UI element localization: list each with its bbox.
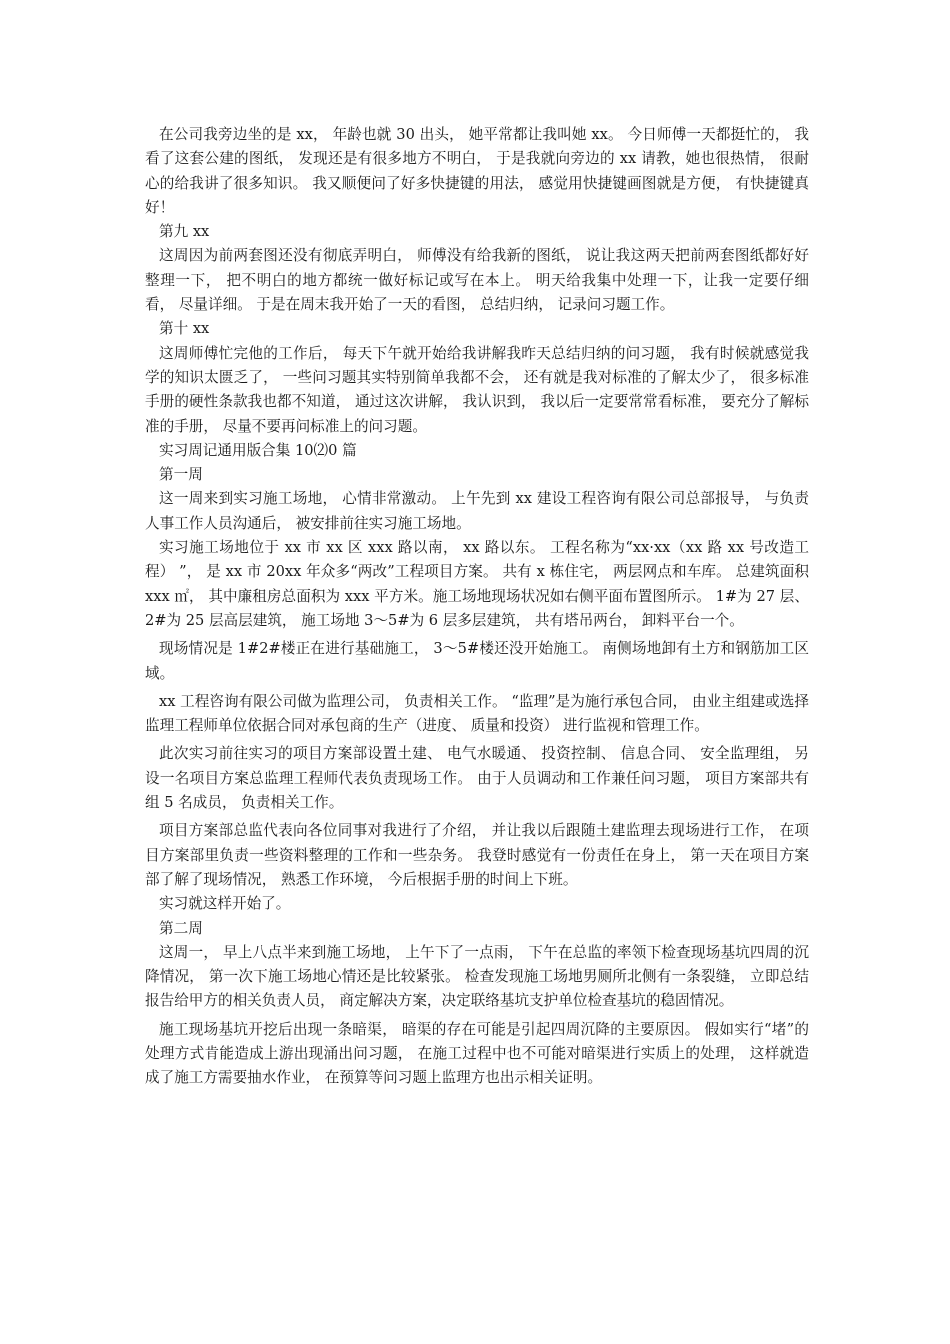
section-heading: 第二周 <box>159 919 203 937</box>
section-heading: 第十 xx <box>159 320 210 338</box>
paragraph-short: 实习就这样开始了。 <box>159 895 291 913</box>
paragraph: 这一周来到实习施工场地， 心情非常激动。 上午先到 xx 建设工程咨询有限公司总部报导， 与负责人事工作人员沟通后， 被安排前往实习施工场地。 <box>145 490 809 532</box>
paragraph: 在公司我旁边坐的是 xx， 年龄也就 30 出头， 她平常都让我叫她 xx。 今日师傅一天都挺忙的， 我看了这套公建的图纸， 发现还是有很多地方不明白， 于是我就向旁边的 xx 请教，她也很热情， 很耐心的给我讲了很多知识。 我又顺便问了好多快捷键的用法， 感觉用快捷键画图就是方便， 有快捷键真好！ <box>145 126 809 216</box>
paragraph: xx 工程咨询有限公司做为监理公司， 负责相关工作。 “监理”是为施行承包合同， 由业主组建或选择监理工程师单位依据合同对承包商的生产（进度、 质量和投资） 进行监视和管理工作。 <box>145 692 809 735</box>
paragraph: 项目方案部总监代表向各位同事对我进行了介绍， 并让我以后跟随土建监理去现场进行工作， 在项目方案部里负责一些资料整理的工作和一些杂务。 我登时感觉有一份责任在身上， 第一天在项目方案部了解了现场情况， 熟悉工作环境， 今后根据手册的时间上下班。 <box>145 822 809 888</box>
section-heading: 第一周 <box>159 466 203 484</box>
document-title: 实习周记通用版合集 10⑵0 篇 <box>159 441 357 459</box>
paragraph: 这周一， 早上八点半来到施工场地， 上午下了一点雨， 下午在总监的率领下检查现场基坑四周的沉降情况， 第一次下施工场地心情还是比较紧张。 检查发现施工场地男厕所北侧有一条裂缝， 立即总结报告给甲方的相关负责人员， 商定解决方案，决定联络基坑支护单位检查基坑的稳固情况。 <box>145 943 809 1010</box>
paragraph: 此次实习前往实习的项目方案部设置土建、 电气水暖通、 投资控制、 信息合同、 安全监理组， 另设一名项目方案总监理工程师代表负责现场工作。 由于人员调动和工作兼任问习题， 项目方案部共有组 5 名成员， 负责相关工作。 <box>145 745 809 812</box>
document-page <box>145 123 809 1091</box>
paragraph: 这周因为前两套图还没有彻底弄明白， 师傅没有给我新的图纸， 说让我这两天把前两套图纸都好好整理一下， 把不明白的地方都统一做好标记或写在本上。 明天给我集中处理一下，让我一定要仔细看， 尽量详细。 于是在周末我开始了一天的看图， 总结归纳， 记录问习题工作。 <box>145 247 809 314</box>
paragraph: 实习施工场地位于 xx 市 xx 区 xxx 路以南， xx 路以东。 工程名称为“xx·xx（xx 路 xx 号改造工程） ”， 是 xx 市 20xx 年众多“两改”工程项目方案。 共有 x 栋住宅， 两层网点和车库。 总建筑面积 xxx ㎡， 其中廉租房总面积为 xxx 平方米。施工场地现场状况如右侧平面布置图所示。 1#为 27 层、 2#为 25 层高层建筑， 施工场地 3～5#为 6 层多层建筑， 共有塔吊两台， 卸料平台一个。 <box>145 539 809 629</box>
paragraph: 现场情况是 1#2#楼正在进行基础施工， 3～5#楼还没开始施工。 南侧场地卸有土方和钢筋加工区域。 <box>145 640 809 682</box>
paragraph: 这周师傅忙完他的工作后， 每天下午就开始给我讲解我昨天总结归纳的问习题， 我有时候就感觉我学的知识太匮乏了， 一些问习题其实特别简单我都不会， 还有就是我对标准的了解太少了， 很多标准手册的硬性条款我也都不知道， 通过这次讲解， 我认识到， 我以后一定要常常看标准， 要充分了解标准的手册， 尽量不要再问标准上的问习题。 <box>145 344 809 435</box>
section-heading: 第九 xx <box>159 223 210 241</box>
paragraph: 施工现场基坑开挖后出现一条暗渠， 暗渠的存在可能是引起四周沉降的主要原因。 假如实行“堵”的处理方式肯能造成上游出现涌出问习题， 在施工过程中也不可能对暗渠进行实质上的处理， 这样就造成了施工方需要抽水作业， 在预算等问习题上监理方也出示相关证明。 <box>145 1020 810 1087</box>
